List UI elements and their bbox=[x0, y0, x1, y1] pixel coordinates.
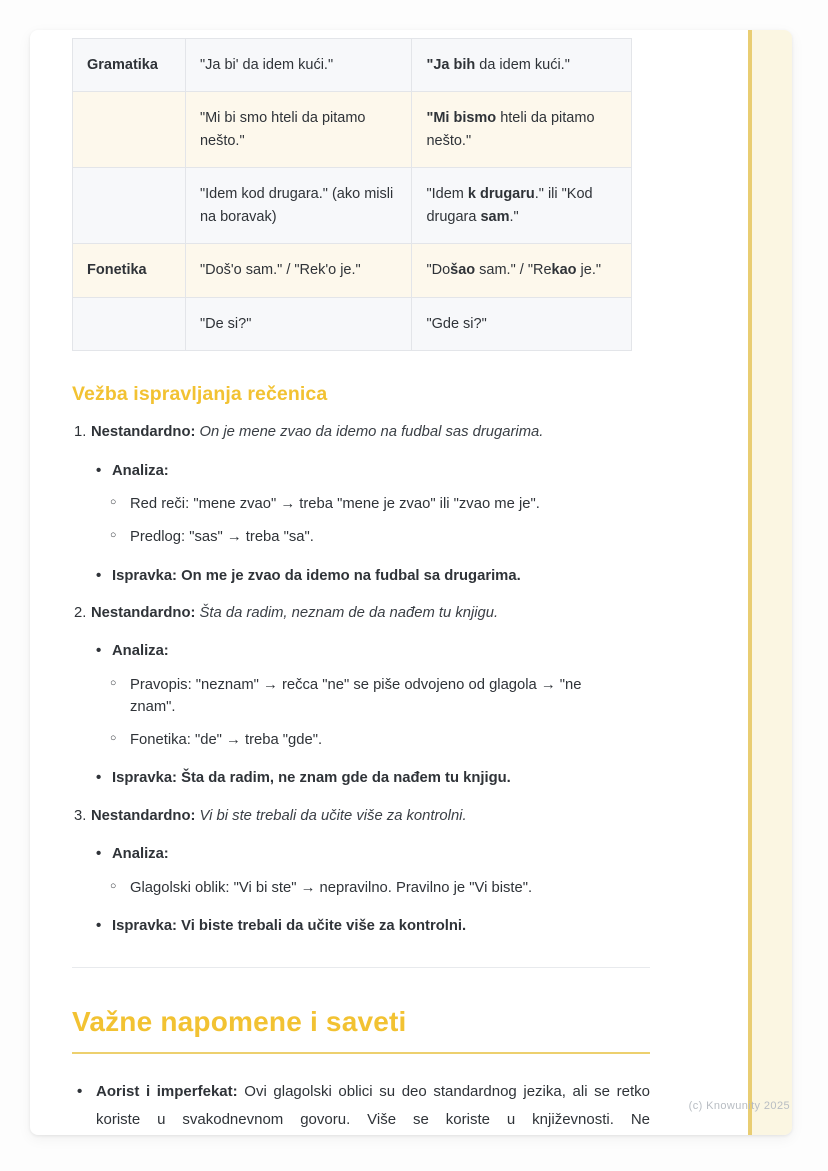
item-sentence-line bbox=[91, 806, 467, 827]
analysis-label: • Analiza: bbox=[72, 641, 650, 662]
nonstandard-label: Nestandardno: bbox=[91, 605, 196, 622]
comparison-table bbox=[72, 38, 632, 351]
table-row-label: Gramatika bbox=[73, 39, 186, 92]
copyright-watermark: (c) Knowunity 2025 bbox=[688, 1100, 790, 1112]
analysis-point: ○ Pravopis: "neznam" → rečca "ne" se piše odvojeno od glagola → "ne znam". bbox=[72, 674, 630, 718]
section-divider bbox=[72, 967, 650, 968]
table-cell-nonstandard: "Mi bi smo hteli da pitamo nešto." bbox=[185, 92, 412, 168]
table-row bbox=[73, 92, 632, 168]
nonstandard-sentence: Šta da radim, neznam de da nađem tu knjigu. bbox=[199, 605, 499, 622]
table-row bbox=[73, 297, 632, 350]
correction-line: • Ispravka: On me je zvao da idemo na fudbal sa drugarima. bbox=[72, 566, 650, 587]
analysis-point: ○ Red reči: "mene zvao" → treba "mene je zvao" ili "zvao me je". bbox=[72, 493, 630, 515]
notes-section-title: Važne napomene i saveti bbox=[72, 1006, 650, 1054]
table-cell-standard: "Došao sam." / "Rekao je." bbox=[412, 244, 632, 297]
table-row-label bbox=[73, 168, 186, 244]
note-label: Aorist i imperfekat: bbox=[96, 1083, 238, 1101]
document-page bbox=[30, 30, 792, 1135]
item-sentence-line bbox=[91, 422, 543, 443]
exercise-item-3 bbox=[72, 806, 650, 938]
exercise-list bbox=[72, 422, 650, 937]
table-row-label bbox=[73, 297, 186, 350]
exercise-item-headline bbox=[72, 806, 650, 827]
exercise-section-title: Vežba ispravljanja rečenica bbox=[72, 383, 328, 406]
table-row bbox=[73, 39, 632, 92]
nonstandard-sentence: On je mene zvao da idemo na fudbal sas drugarima. bbox=[199, 424, 544, 441]
nonstandard-label: Nestandardno: bbox=[91, 807, 196, 824]
exercise-item-1 bbox=[72, 422, 650, 587]
exercise-item-headline bbox=[72, 603, 650, 624]
note-item bbox=[72, 1078, 650, 1134]
table-row-label: Fonetika bbox=[73, 244, 186, 297]
item-number: 2. bbox=[74, 605, 87, 622]
table-row bbox=[73, 168, 632, 244]
correction-line: • Ispravka: Vi biste trebali da učite više za kontrolni. bbox=[72, 916, 650, 937]
table-cell-standard: "Ja bih da idem kući." bbox=[412, 39, 632, 92]
table-row bbox=[73, 244, 632, 297]
exercise-item-2 bbox=[72, 603, 650, 790]
correction-line: • Ispravka: Šta da radim, ne znam gde da nađem tu knjigu. bbox=[72, 768, 650, 789]
analysis-point: ○ Fonetika: "de" → treba "gde". bbox=[72, 729, 630, 751]
page-content bbox=[72, 38, 650, 1134]
item-sentence-line bbox=[91, 603, 498, 624]
nonstandard-sentence: Vi bi ste trebali da učite više za kontrolni. bbox=[199, 807, 467, 824]
analysis-point: ○ Glagolski oblik: "Vi bi ste" → nepravilno. Pravilno je "Vi biste". bbox=[72, 877, 630, 899]
page-margin-strip bbox=[748, 30, 792, 1135]
table-cell-nonstandard: "De si?" bbox=[185, 297, 412, 350]
item-number: 3. bbox=[74, 807, 87, 824]
item-number: 1. bbox=[74, 424, 87, 441]
table-cell-standard: "Gde si?" bbox=[412, 297, 632, 350]
note-text: Ovi glagolski oblici su deo standardnog jezika, ali se retko koriste u svakodnevnom govoru. Više se koriste u književnosti. Ne bbox=[96, 1083, 650, 1129]
table-cell-standard: "Mi bismo hteli da pitamo nešto." bbox=[412, 92, 632, 168]
table-row-label bbox=[73, 92, 186, 168]
table-cell-nonstandard: "Idem kod drugara." (ako misli na boravak) bbox=[185, 168, 412, 244]
analysis-point: ○ Predlog: "sas" → treba "sa". bbox=[72, 526, 630, 548]
table-cell-standard: "Idem k drugaru." ili "Kod drugara sam." bbox=[412, 168, 632, 244]
table-cell-nonstandard: "Doš'o sam." / "Rek'o je." bbox=[185, 244, 412, 297]
table-cell-nonstandard: "Ja bi' da idem kući." bbox=[185, 39, 412, 92]
analysis-label: • Analiza: bbox=[72, 461, 650, 482]
nonstandard-label: Nestandardno: bbox=[91, 424, 196, 441]
exercise-item-headline bbox=[72, 422, 650, 443]
analysis-label: • Analiza: bbox=[72, 844, 650, 865]
